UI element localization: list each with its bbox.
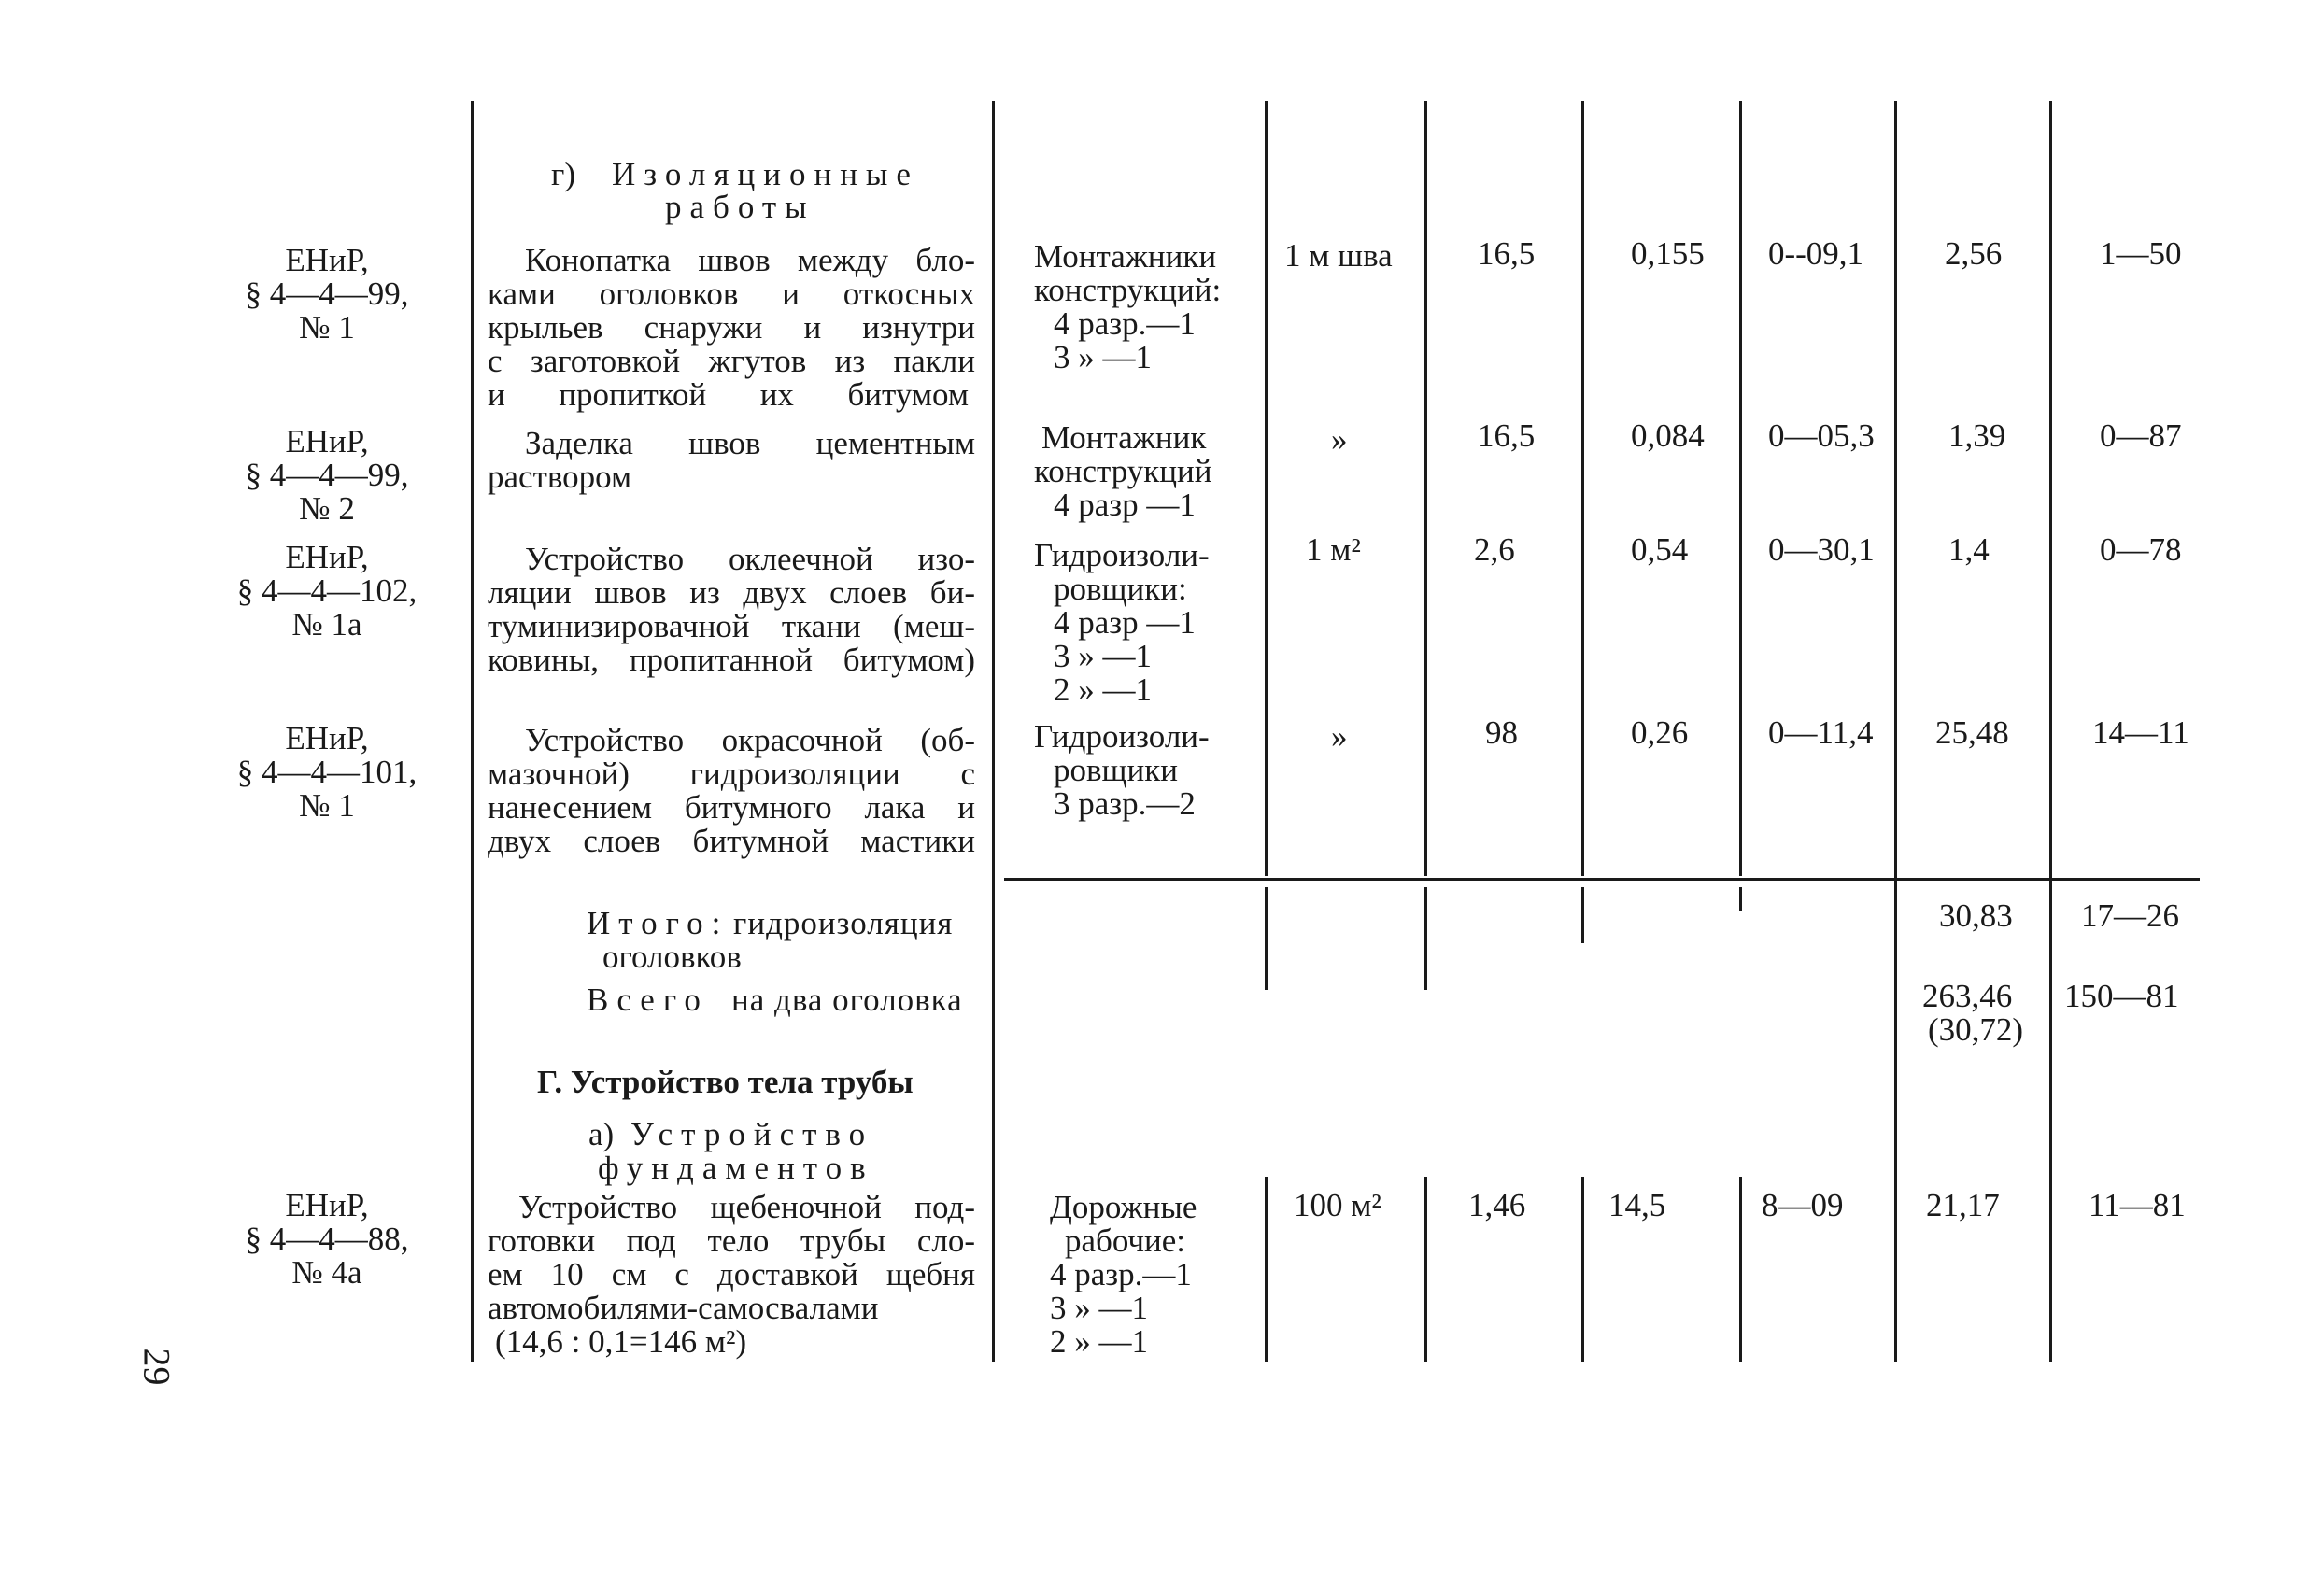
itogo-text: оголовков [602, 939, 742, 975]
section-heading: Г. Устройство тела трубы [537, 1064, 914, 1100]
worker-line: ровщики [1054, 752, 1178, 788]
unit-cell: 100 м² [1294, 1187, 1381, 1223]
unit-cell: 1 м шва [1284, 237, 1393, 274]
rate-cell: 0—05,3 [1768, 417, 1875, 454]
worker-line: конструкций: [1034, 272, 1222, 308]
section-heading-line2: работы [665, 189, 815, 225]
rate-cell: 8—09 [1762, 1187, 1844, 1223]
ref-line: ЕНиР, [285, 1187, 369, 1223]
volume-cell: 98 [1485, 714, 1518, 751]
ref-line: § 4—4—88, [245, 1221, 409, 1257]
ref-line: № 4а [291, 1254, 362, 1291]
column-rule [1894, 101, 1897, 1362]
worker-line: 2 » —1 [1054, 671, 1152, 708]
volume-cell: 1,46 [1468, 1187, 1526, 1223]
desc-line: Заделка швов цементным [525, 425, 975, 461]
column-rule [2049, 101, 2052, 1362]
cost-cell: 0—87 [2100, 417, 2182, 454]
ref-line: § 4—4—101, [236, 754, 418, 790]
rate-cell: 0—11,4 [1768, 714, 1874, 751]
column-rule [471, 101, 474, 1362]
desc-line: с заготовкой жгутов из пакли [488, 343, 975, 379]
rate-cell: 0—30,1 [1768, 531, 1875, 568]
ref-line: ЕНиР, [285, 423, 369, 459]
desc-line: мазочной) гидроизоляции с [488, 756, 975, 792]
worker-line: 4 разр —1 [1054, 604, 1196, 641]
ref-line: ЕНиР, [285, 539, 369, 575]
worker-line: 3 » —1 [1050, 1290, 1148, 1326]
desc-line: ковины, пропитанной битумом) [488, 642, 975, 678]
itogo-cost: 17—26 [2081, 897, 2179, 934]
desc-line: готовки под тело трубы сло- [488, 1222, 975, 1259]
worker-line: 4 разр.—1 [1054, 305, 1196, 342]
unit-cell: » [1331, 421, 1348, 458]
desc-line: туминизировачной ткани (меш- [488, 608, 975, 644]
column-rule [1424, 887, 1427, 990]
worker-line: Дорожные [1050, 1189, 1197, 1225]
norm-cell: 14,5 [1608, 1187, 1666, 1223]
section-heading-prefix: г) [551, 156, 576, 192]
unit-cell: 1 м² [1306, 531, 1361, 568]
subsection-line1: Устройство [630, 1116, 874, 1152]
labor-cell: 1,39 [1948, 417, 2006, 454]
ref-line: ЕНиР, [285, 720, 369, 756]
cost-cell: 11—81 [2089, 1187, 2186, 1223]
column-rule [1265, 101, 1268, 876]
worker-line: 4 разр.—1 [1050, 1256, 1192, 1292]
norm-cell: 0,26 [1631, 714, 1689, 751]
labor-cell: 21,17 [1926, 1187, 2000, 1223]
ref-line: № 1 [299, 787, 355, 824]
subsection-line2: фундаментов [598, 1150, 874, 1186]
vsego-cost: 150—81 [2064, 978, 2179, 1014]
volume-cell: 2,6 [1474, 531, 1515, 568]
section-heading-line1: Изоляционные [612, 156, 919, 192]
table-separator [1004, 878, 2200, 881]
vsego-labor-paren: (30,72) [1928, 1011, 2024, 1048]
desc-line: и пропиткой их битумом [488, 376, 969, 413]
itogo-labor: 30,83 [1939, 897, 2013, 934]
cost-cell: 1—50 [2100, 235, 2182, 272]
vsego-text: на два оголовка [731, 982, 963, 1018]
column-rule [1739, 887, 1742, 911]
ref-line: № 1а [291, 606, 362, 643]
itogo-text: гидроизоляция [733, 905, 954, 941]
norm-cell: 0,54 [1631, 531, 1689, 568]
labor-cell: 25,48 [1935, 714, 2009, 751]
worker-line: 3 » —1 [1054, 638, 1152, 674]
ref-line: § 4—4—99, [245, 457, 409, 493]
desc-line: Устройство окрасочной (об- [525, 722, 975, 758]
ref-line: § 4—4—99, [245, 275, 409, 312]
desc-line: (14,6 : 0,1=146 м²) [495, 1323, 747, 1360]
worker-line: конструкций [1034, 453, 1212, 489]
desc-line: Устройство щебеночной под- [518, 1189, 975, 1225]
norm-cell: 0,155 [1631, 235, 1705, 272]
column-rule [992, 101, 995, 1362]
worker-line: 3 разр.—2 [1054, 785, 1196, 822]
itogo-label: Итого: [587, 905, 729, 941]
cost-cell: 14—11 [2092, 714, 2189, 751]
worker-line: Гидроизоли- [1034, 537, 1210, 573]
column-rule [1581, 1177, 1584, 1362]
column-rule [1581, 101, 1584, 876]
desc-line: автомобилями-самосвалами [488, 1290, 879, 1326]
worker-line: рабочие: [1065, 1222, 1186, 1259]
vsego-label: Всего [587, 982, 709, 1018]
worker-line: 2 » —1 [1050, 1323, 1148, 1360]
desc-line: двух слоев битумной мастики [488, 823, 975, 859]
vsego-labor: 263,46 [1922, 978, 2013, 1014]
desc-line: Устройство оклеечной изо- [525, 541, 975, 577]
worker-line: 4 разр —1 [1054, 487, 1196, 523]
labor-cell: 2,56 [1945, 235, 2003, 272]
desc-line: раствором [488, 459, 632, 495]
worker-line: Гидроизоли- [1034, 718, 1210, 755]
worker-line: Монтажник [1041, 419, 1207, 456]
cost-cell: 0—78 [2100, 531, 2182, 568]
desc-line: ем 10 см с доставкой щебня [488, 1256, 975, 1292]
rate-cell: 0--09,1 [1768, 235, 1864, 272]
worker-line: ровщики: [1054, 571, 1187, 607]
column-rule [1424, 1177, 1427, 1362]
labor-cell: 1,4 [1948, 531, 1990, 568]
unit-cell: » [1331, 718, 1348, 755]
volume-cell: 16,5 [1478, 235, 1536, 272]
column-rule [1265, 887, 1268, 990]
column-rule [1424, 101, 1427, 876]
ref-line: № 1 [299, 309, 355, 346]
ref-line: ЕНиР, [285, 242, 369, 278]
desc-line: Конопатка швов между бло- [525, 242, 975, 278]
worker-line: 3 » —1 [1054, 339, 1152, 375]
subsection-prefix: а) [588, 1116, 615, 1152]
column-rule [1739, 101, 1742, 876]
ref-line: § 4—4—102, [236, 572, 418, 609]
desc-line: ляции швов из двух слоев би- [488, 574, 975, 611]
volume-cell: 16,5 [1478, 417, 1536, 454]
desc-line: крыльев снаружи и изнутри [488, 309, 975, 346]
column-rule [1581, 887, 1584, 943]
ref-line: № 2 [299, 490, 355, 527]
desc-line: нанесением битумного лака и [488, 789, 975, 826]
column-rule [1739, 1177, 1742, 1362]
desc-line: ками оголовков и откосных [488, 275, 975, 312]
page-number: 29 [135, 1348, 178, 1386]
column-rule [1265, 1177, 1268, 1362]
worker-line: Монтажники [1034, 238, 1217, 275]
norm-cell: 0,084 [1631, 417, 1705, 454]
